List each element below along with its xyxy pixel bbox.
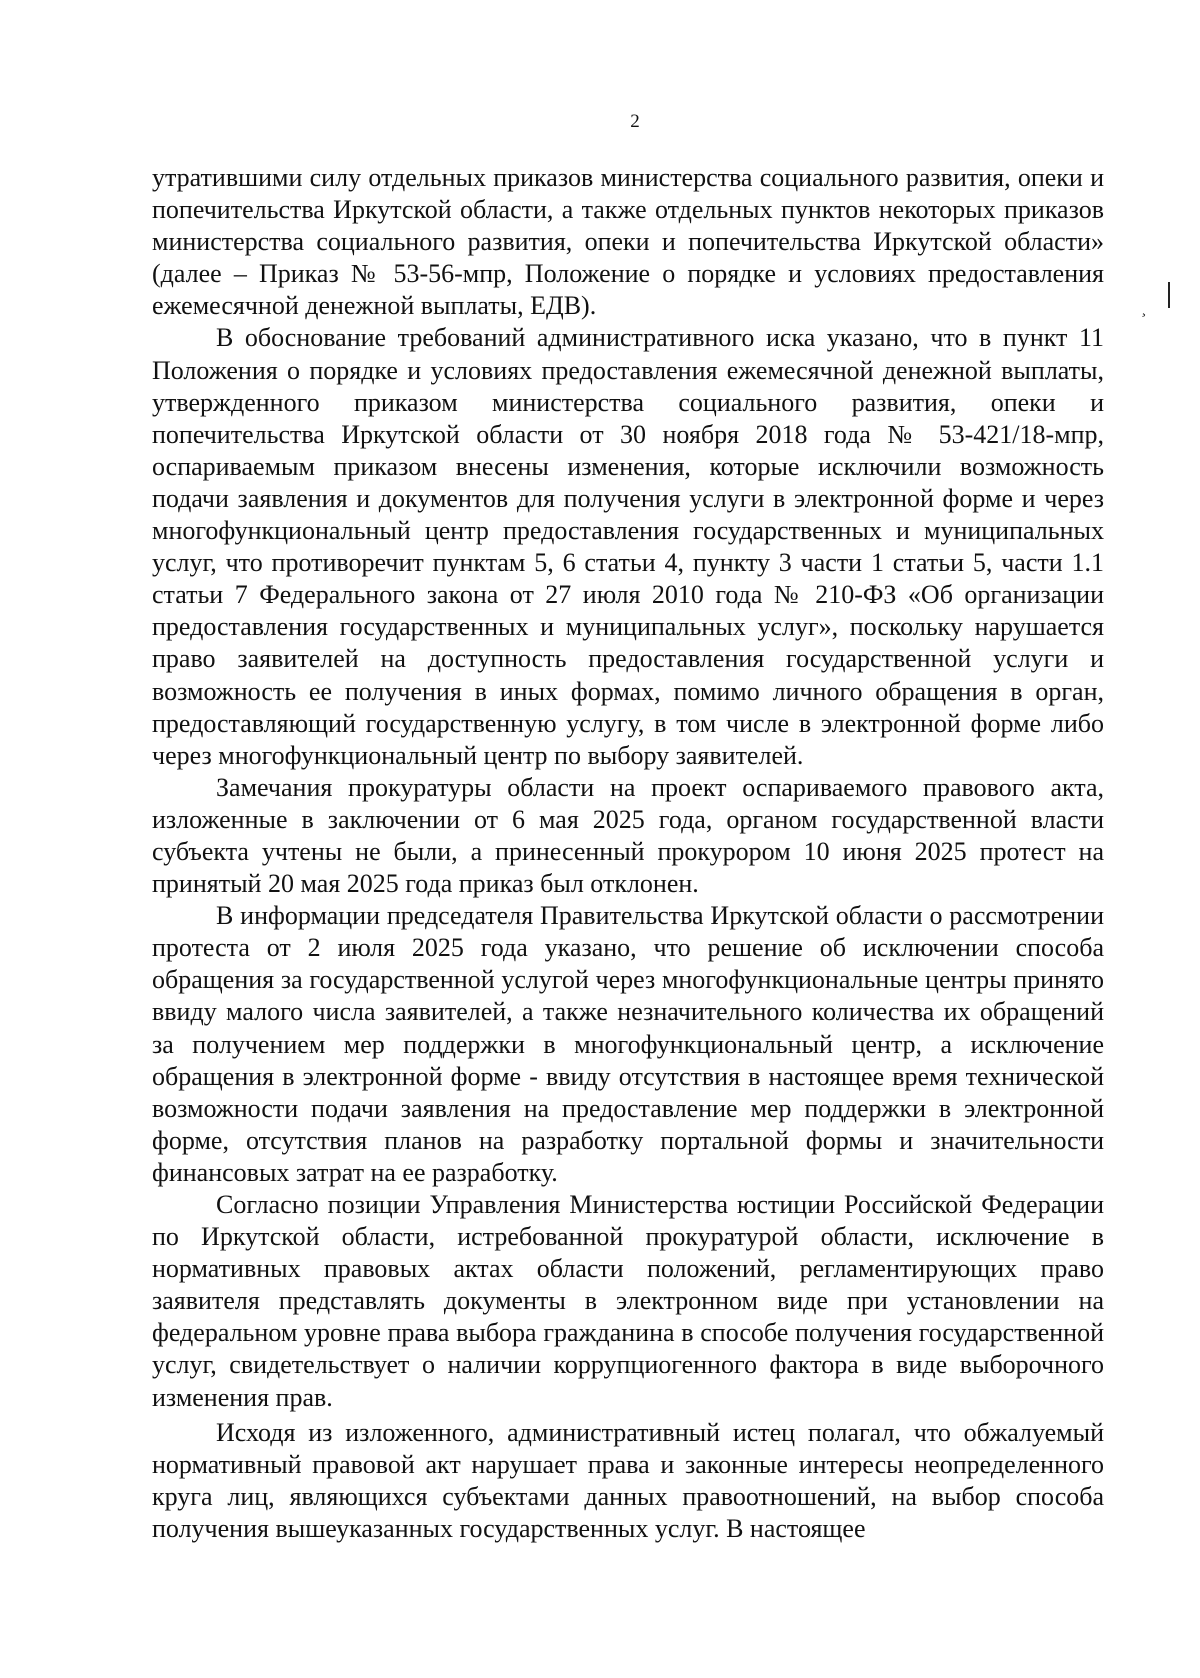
paragraph-claim-grounds: В обоснование требований административного иска указано, что в пункт 11 Положения о порядке и условиях предоставления ежемесячной денежной выплаты, утвержденного приказом министерства социального развития, опеки и попечительства Иркутской области от 30 ноября 2018 года № 53-421/18-мпр, оспариваемым приказом внесены изменения, которые исключили возможность подачи заявления и документов для получения услуги в электронной форме и через многофункциональный центр предоставления государственных и муниципальных услуг, что противоречит пунктам 5, 6 статьи 4, пункту 3 части 1 статьи 5, части 1.1 статьи 7 Федерального закона от 27 июля 2010 года № 210-ФЗ «Об организации предоставления государственных и муниципальных услуг», поскольку нарушается право заявителей на доступность предоставления государственной услуги и возможность ее получения в иных формах, помимо личного обращения в орган, предоставляющий государственную услугу, в том числе в электронной форме либо через многофункциональный центр по выбору заявителей. [152,323,1104,770]
document-body [152,162,1104,1545]
margin-dot-mark: ¸ [1141,300,1147,317]
paragraph-justice-ministry-position: Согласно позиции Управления Министерства юстиции Российской Федерации по Иркутской области, истребованной прокуратурой области, исключение в нормативных правовых актах области положений, регламентирующих право заявителя представлять документы в электронном виде при установлении на федеральном уровне права выбора гражданина в способе получения государственной услуг, свидетельствует о наличии коррупциогенного фактора в виде выборочного изменения прав. [152,1190,1104,1412]
margin-line-mark [1168,282,1170,308]
paragraph-prosecutor-remarks: Замечания прокуратуры области на проект оспариваемого правового акта, изложенные в заключении от 6 мая 2025 года, органом государственной власти субъекта учтены не были, а принесенный прокурором 10 июня 2025 протест на принятый 20 мая 2025 года приказ был отклонен. [152,772,1104,899]
page-number: 2 [630,111,640,132]
paragraph-continuation: утратившими силу отдельных приказов министерства социального развития, опеки и попечительства Иркутской области, а также отдельных пунктов некоторых приказов министерства социального развития, опеки и попечительства Иркутской области» (далее – Приказ № 53-56-мпр, Положение о порядке и условиях предоставления ежемесячной денежной выплаты, ЕДВ). [152,163,1104,321]
paragraph-conclusion: Исходя из изложенного, административный истец полагал, что обжалуемый нормативный правовой акт нарушает права и законные интересы неопределенного круга лиц, являющихся субъектами данных правоотношений, на выбор способа получения вышеуказанных государственных услуг. В настоящее [152,1417,1104,1543]
paragraph-government-response: В информации председателя Правительства Иркутской области о рассмотрении протеста от 2 июля 2025 года указано, что решение об исключении способа обращения за государственной услугой через многофункциональные центры принято ввиду малого числа заявителей, а также незначительного количества их обращений за получением мер поддержки в многофункциональный центр, а исключение обращения в электронной форме - ввиду отсутствия в настоящее время технической возможности подачи заявления на предоставление мер поддержки в электронной форме, отсутствия планов на разработку портальной формы и значительности финансовых затрат на ее разработку. [152,901,1104,1187]
